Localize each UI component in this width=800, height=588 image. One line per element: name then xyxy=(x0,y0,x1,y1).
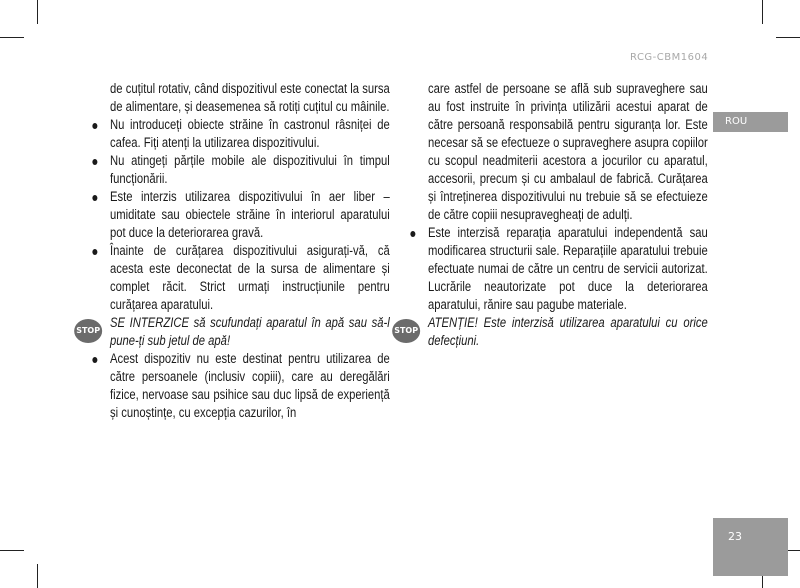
bullet-icon xyxy=(92,159,97,165)
bullet-icon xyxy=(92,249,97,255)
list-item-text: Este interzisă reparația aparatului independentă sau modificarea structurii sale. Reparațiile aparatului trebuie efectuate numai de către un centru de servicii autorizat. Lucrările neautorizate pot duce la deteriorarea aparatului, rănire sau pagube materiale. xyxy=(428,225,708,312)
list-item xyxy=(110,116,390,152)
list-item xyxy=(110,350,390,422)
model-code: RCG-CBM1604 xyxy=(630,52,709,63)
list-item xyxy=(110,152,390,188)
crop-mark-top-left-h xyxy=(0,37,24,38)
stop-icon: STOP xyxy=(74,319,102,343)
bullet-icon xyxy=(92,123,97,129)
left-intro-paragraph: de cuțitul rotativ, când dispozitivul este conectat la sursa de alimentare, și deasemenea să rotiți cuțitul cu mâinile. xyxy=(110,81,390,114)
page-number: 23 xyxy=(713,518,788,576)
bullet-icon xyxy=(92,195,97,201)
list-item-text: Acest dispozitiv nu este destinat pentru utilizarea de către persoanele (inclusiv copiii), care au deregălări fizice, nervoase sau psihice sau duc lipsă de experiență și cunoștințe, cu excepția cazurilor, în xyxy=(110,351,390,420)
warning-paragraph xyxy=(394,314,708,350)
crop-mark-top-left-v xyxy=(37,0,38,24)
list-item-text: Înainte de curățarea dispozitivului asigurați-vă, că acesta este deconectat de la sursa de alimentare și complet răcit. Strict urmați instrucțiunile pentru curățarea aparatului. xyxy=(110,243,390,312)
list-item-text: Nu atingeți părțile mobile ale dispozitivului în timpul funcționării. xyxy=(110,153,390,186)
crop-mark-top-right-h xyxy=(776,37,800,38)
list-item-text: Nu introduceți obiecte străine în castronul râsniței de cafea. Fiți atenți la utilizarea dispozitivului. xyxy=(110,117,390,150)
right-intro-paragraph: care astfel de persoane se află sub supraveghere sau au fost instruite în privința utilizării acestui aparat de către persoană responsabilă pentru siguranța lor. Este necesar să se efectueze o supraveghere asupra copiilor cu scopul neadmiterii acestora a jocurilor cu aparatul, accesorii, precum și cu ambalaul de fabrică. Curățarea și întreținerea dispozitivului nu trebuie să se efectuieze de către copiii nesupravegheați de adulți. xyxy=(428,81,708,222)
warning-text: SE INTERZICE să scufundați aparatul în apă sau să-l pune-ți sub jetul de apă! xyxy=(110,315,390,348)
crop-mark-bottom-left-v xyxy=(37,564,38,588)
left-column xyxy=(76,80,390,422)
crop-mark-top-right-v xyxy=(762,0,763,24)
stop-icon: STOP xyxy=(392,319,420,343)
bullet-icon xyxy=(410,231,415,237)
list-item xyxy=(110,188,390,242)
warning-text: ATENȚIE! Este interzisă utilizarea aparatului cu orice defecțiuni. xyxy=(428,315,708,348)
crop-mark-bottom-left-h xyxy=(0,550,24,551)
bullet-icon xyxy=(92,357,97,363)
warning-paragraph xyxy=(76,314,390,350)
list-item-text: Este interzis utilizarea dispozitivului în aer liber – umiditate sau obiectele străine în interiorul aparatului pot duce la deteriorarea gravă. xyxy=(110,189,390,240)
right-column xyxy=(394,80,708,350)
list-item xyxy=(110,242,390,314)
language-tab: ROU xyxy=(713,112,788,132)
list-item xyxy=(428,224,708,314)
